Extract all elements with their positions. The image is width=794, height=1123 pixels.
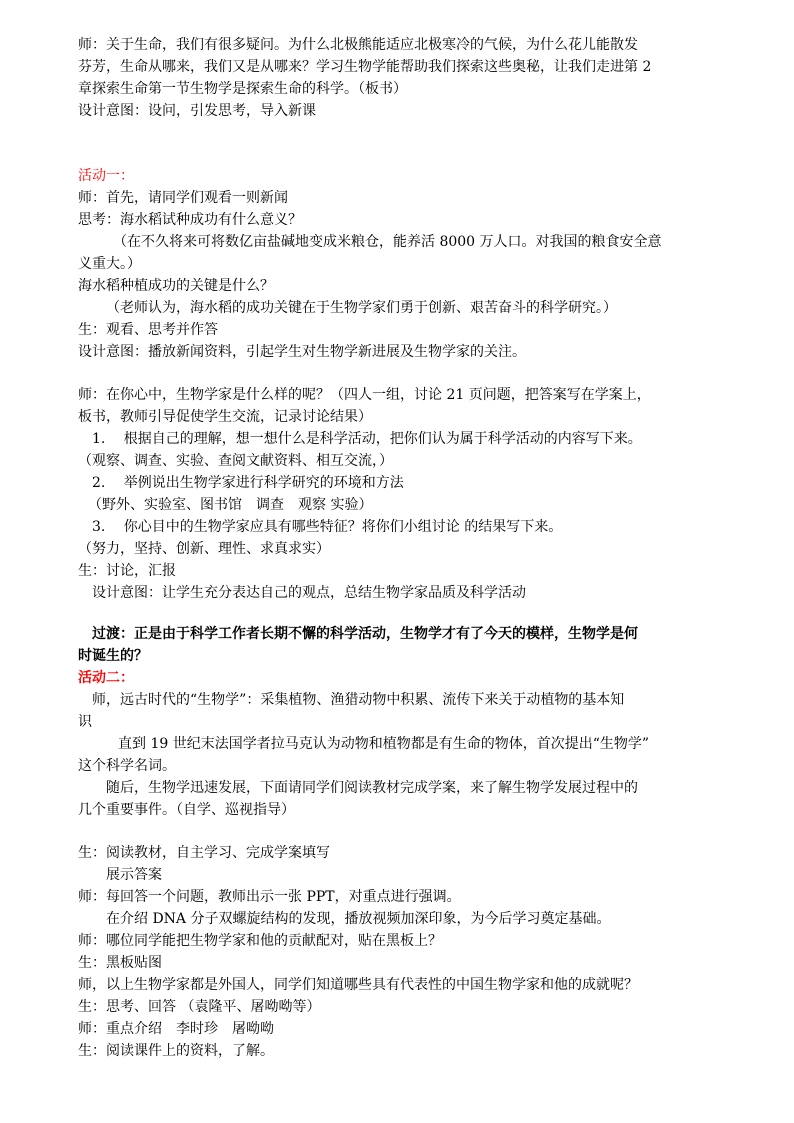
text-line: 师：在你心中，生物学家是什么样的呢？（四人一组，讨论 21 页问题，把答案写在学案上， — [78, 387, 651, 403]
text-line: （观察、调查、实验、查阅文献资料、相互交流，） — [78, 453, 393, 469]
list-item: 3. 你心目中的生物学家应具有哪些特征？将你们小组讨论 的结果写下来。 — [92, 519, 563, 535]
text-line: 师：关于生命，我们有很多疑问。为什么北极熊能适应北极寒冷的气候，为什么花儿能散发 — [78, 37, 638, 53]
text-line: 直到 19 世纪末法国学者拉马克认为动物和植物都是有生命的物体，首次提出“生物学” — [118, 736, 650, 752]
text-line: 师：重点介绍 李时珍 屠呦呦 — [78, 1021, 274, 1037]
text-line: 义重大。） — [78, 256, 141, 272]
list-item: 1. 根据自己的理解，想一想什么是科学活动，把你们认为属于科学活动的内容写下来。 — [92, 431, 642, 447]
text-line: （努力，坚持、创新、理性、求真求实） — [78, 541, 330, 557]
text-line: 生：阅读教材，自主学习、完成学案填写 — [78, 845, 330, 861]
text-line: 这个科学名词。 — [78, 758, 176, 774]
text-line: （在不久将来可将数亿亩盐碱地变成米粮仓，能养活 8000 万人口。对我国的粮食安全意 — [113, 234, 662, 250]
text-line: （野外、实验室、图书馆 调查 观察 实验） — [88, 497, 373, 513]
text-line: 展示答案 — [106, 867, 162, 883]
text-line: （老师认为，海水稻的成功关键在于生物学家们勇于创新、艰苦奋斗的科学研究。） — [106, 300, 617, 316]
text-line: 过渡：正是由于科学工作者长期不懈的科学活动，生物学才有了今天的模样，生物学是何 — [92, 626, 638, 642]
text-line: 师：首先，请同学们观看一则新闻 — [78, 190, 288, 206]
text-line: 在介绍 DNA 分子双螺旋结构的发现，播放视频加深印象，为今后学习奠定基础。 — [106, 911, 611, 927]
text-line: 设计意图：让学生充分表达自己的观点，总结生物学家品质及科学活动 — [92, 585, 526, 601]
text-line: 海水稻种植成功的关键是什么？ — [78, 278, 274, 294]
text-line: 设计意图：播放新闻资料，引起学生对生物学新进展及生物学家的关注。 — [78, 344, 526, 360]
text-line: 生：阅读课件上的资料，了解。 — [78, 1043, 274, 1059]
text-line: 思考：海水稻试种成功有什么意义？ — [78, 212, 302, 228]
text-line: 生：思考、回答 （袁隆平、屠呦呦等） — [78, 999, 321, 1015]
text-line: 师，以上生物学家都是外国人，同学们知道哪些具有代表性的中国生物学家和他的成就呢？ — [78, 977, 638, 993]
text-line: 章探索生命第一节生物学是探索生命的科学。（板书） — [78, 81, 407, 97]
text-line: 识 — [78, 714, 92, 730]
section-heading: 活动二： — [78, 670, 134, 686]
list-item: 2. 举例说出生物学家进行科学研究的环境和方法 — [92, 475, 404, 491]
text-line: 生：黑板贴图 — [78, 955, 162, 971]
text-line: 生：讨论，汇报 — [78, 563, 176, 579]
text-line: 生：观看、思考并作答 — [78, 322, 218, 338]
text-line: 随后，生物学迅速发展，下面请同学们阅读教材完成学案，来了解生物学发展过程中的 — [106, 780, 638, 796]
section-heading: 活动一： — [78, 168, 134, 184]
text-line: 设计意图：设问，引发思考，导入新课 — [78, 103, 316, 119]
text-line: 板书，教师引导促使学生交流，记录讨论结果） — [78, 409, 372, 425]
text-line: 师：每回答一个问题，教师出示一张 PPT，对重点进行强调。 — [78, 889, 461, 905]
text-line: 时诞生的？ — [78, 648, 148, 664]
text-line: 几个重要事件。（自学、巡视指导） — [78, 802, 295, 818]
text-line: 师：哪位同学能把生物学家和他的贡献配对，贴在黑板上？ — [78, 933, 442, 949]
text-line: 芬芳，生命从哪来，我们又是从哪来？学习生物学能帮助我们探索这些奥秘，让我们走进第 2 — [78, 59, 652, 75]
text-line: 师，远古时代的“生物学”：采集植物、渔猎动物中积累、流传下来关于动植物的基本知 — [92, 692, 625, 708]
